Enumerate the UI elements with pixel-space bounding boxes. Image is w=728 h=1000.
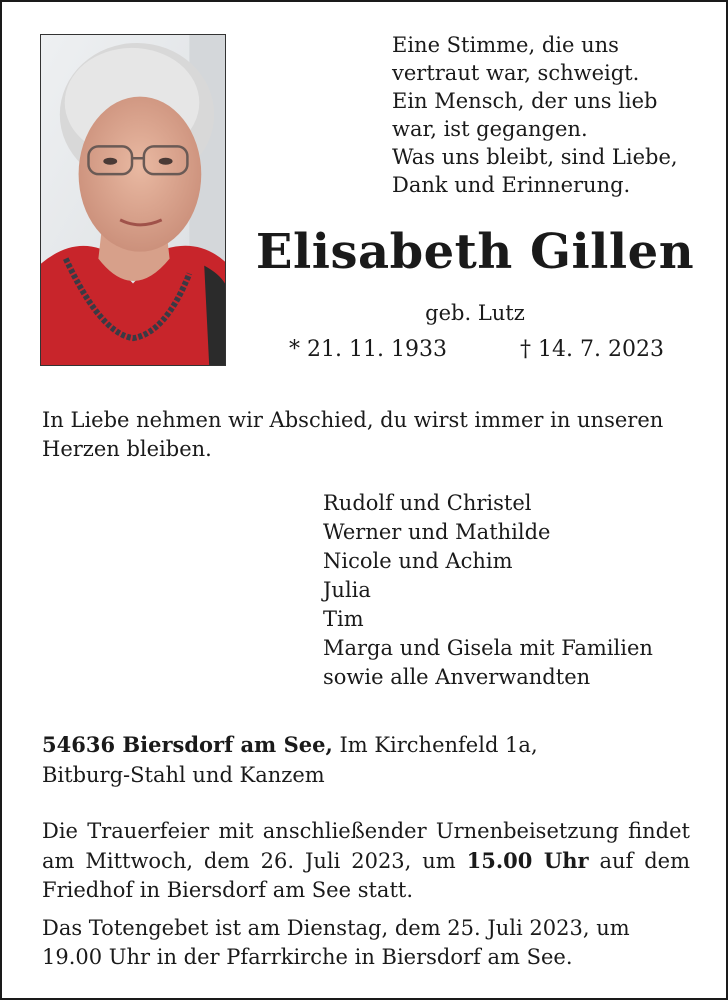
birth-date: * 21. 11. 1933 bbox=[289, 337, 447, 362]
portrait-image bbox=[41, 35, 225, 365]
family-member: Rudolf und Christel bbox=[323, 491, 532, 515]
family-list bbox=[323, 489, 713, 692]
ceremony-time: 15.00 Uhr bbox=[466, 848, 589, 873]
poem-line: Ein Mensch, der uns lieb bbox=[392, 89, 658, 113]
portrait-photo bbox=[40, 34, 226, 366]
ceremony-text bbox=[42, 817, 690, 905]
farewell-text: In Liebe nehmen wir Abschied, du wirst immer in unseren Herzen bleiben. bbox=[42, 408, 664, 461]
poem-line: war, ist gegangen. bbox=[392, 117, 588, 141]
birth-name: geb. Lutz bbox=[425, 301, 525, 325]
poem-line: Was uns bleibt, sind Liebe, bbox=[392, 145, 678, 169]
family-member: Julia bbox=[323, 578, 371, 602]
address-street: Im Kirchenfeld 1a, bbox=[332, 733, 538, 757]
poem-line: Dank und Erinnerung. bbox=[392, 173, 631, 197]
address-line-1 bbox=[42, 730, 702, 760]
address-block bbox=[42, 730, 702, 790]
address-line-2: Bitburg-Stahl und Kanzem bbox=[42, 763, 325, 787]
deceased-name: Elisabeth Gillen bbox=[255, 224, 695, 280]
poem bbox=[392, 31, 722, 199]
ceremony-text-after: auf dem Friedhof in Biersdorf am See statt. bbox=[42, 849, 691, 902]
family-member: Tim bbox=[323, 607, 364, 631]
poem-line: vertraut war, schweigt. bbox=[392, 61, 640, 85]
ceremony-text-before: Die Trauerfeier mit anschließender Urnenbeisetzung findet am Mittwoch, dem 26. Juli 2023, um bbox=[42, 819, 690, 873]
family-member: sowie alle Anverwandten bbox=[323, 665, 591, 689]
address-city: 54636 Biersdorf am See, bbox=[42, 732, 333, 757]
family-member: Marga und Gisela mit Familien bbox=[323, 636, 653, 660]
family-member: Nicole und Achim bbox=[323, 549, 513, 573]
family-member: Werner und Mathilde bbox=[323, 520, 551, 544]
death-date: † 14. 7. 2023 bbox=[520, 337, 664, 362]
prayer-text: Das Totengebet ist am Dienstag, dem 25. Juli 2023, um 19.00 Uhr in der Pfarrkirche in Biersdorf am See. bbox=[42, 916, 630, 969]
poem-line: Eine Stimme, die uns bbox=[392, 33, 619, 57]
